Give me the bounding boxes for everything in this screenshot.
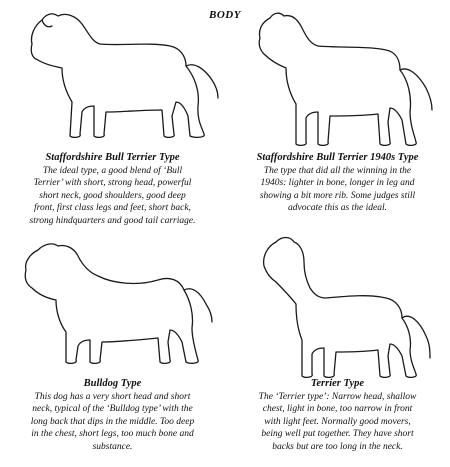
- caption-bulldog: [0, 377, 225, 453]
- description-line: neck, typical of the ‘Bulldog type’ with the: [32, 404, 193, 415]
- description-line: being well put together. They have short: [261, 429, 414, 440]
- dog-outline-1940s: [248, 4, 443, 149]
- dog-outline-terrier: [244, 232, 439, 380]
- description-line: The ‘Terrier type’: Narrow head, shallow: [258, 392, 417, 402]
- page-heading: BODY: [209, 9, 241, 21]
- type-title: Staffordshire Bull Terrier Type: [45, 152, 180, 163]
- description-line: The type that did all the winning in the: [263, 166, 412, 176]
- description-line: backs but are too long in the neck.: [272, 441, 403, 452]
- caption-terrier: [225, 377, 450, 453]
- dog-figure-terrier: [244, 232, 439, 380]
- description-line: 1940s: lighter in bone, longer in leg and: [260, 178, 415, 189]
- description-line: Terrier’ with short, strong head, powerful: [33, 178, 192, 189]
- description-line: This dog has a very short head and short: [34, 392, 191, 402]
- description-line: chest, light in bone, too narrow in front: [262, 404, 413, 415]
- description-line: short neck, good shoulders, good deep: [39, 190, 186, 201]
- dog-figure-1940s: [248, 4, 443, 149]
- caption-1940s: [225, 151, 450, 215]
- description-line: substance.: [92, 441, 133, 452]
- type-title: Terrier Type: [310, 378, 365, 389]
- dog-outline-bulldog: [18, 236, 218, 376]
- type-title: Staffordshire Bull Terrier 1940s Type: [256, 152, 419, 163]
- dog-outline-staffordshire: [22, 6, 222, 146]
- description-line: The ideal type, a good blend of ‘Bull: [42, 166, 183, 176]
- description-line: front, first class legs and feet, short back,: [34, 203, 191, 214]
- dog-figure-bulldog: [18, 236, 218, 376]
- dog-figure-staffordshire: [22, 6, 222, 146]
- description-line: with light feet. Normally good movers,: [264, 416, 411, 427]
- caption-staffordshire: [0, 151, 225, 227]
- type-title: Bulldog Type: [83, 378, 142, 389]
- description-line: long back that dips in the middle. Too deep: [30, 416, 195, 427]
- description-line: in the chest, short legs, too much bone and: [31, 429, 194, 440]
- description-line: advocate this as the ideal.: [288, 203, 387, 214]
- description-line: strong hindquarters and good tail carriage.: [29, 215, 196, 226]
- description-line: showing a bit more rib. Some judges still: [259, 190, 416, 201]
